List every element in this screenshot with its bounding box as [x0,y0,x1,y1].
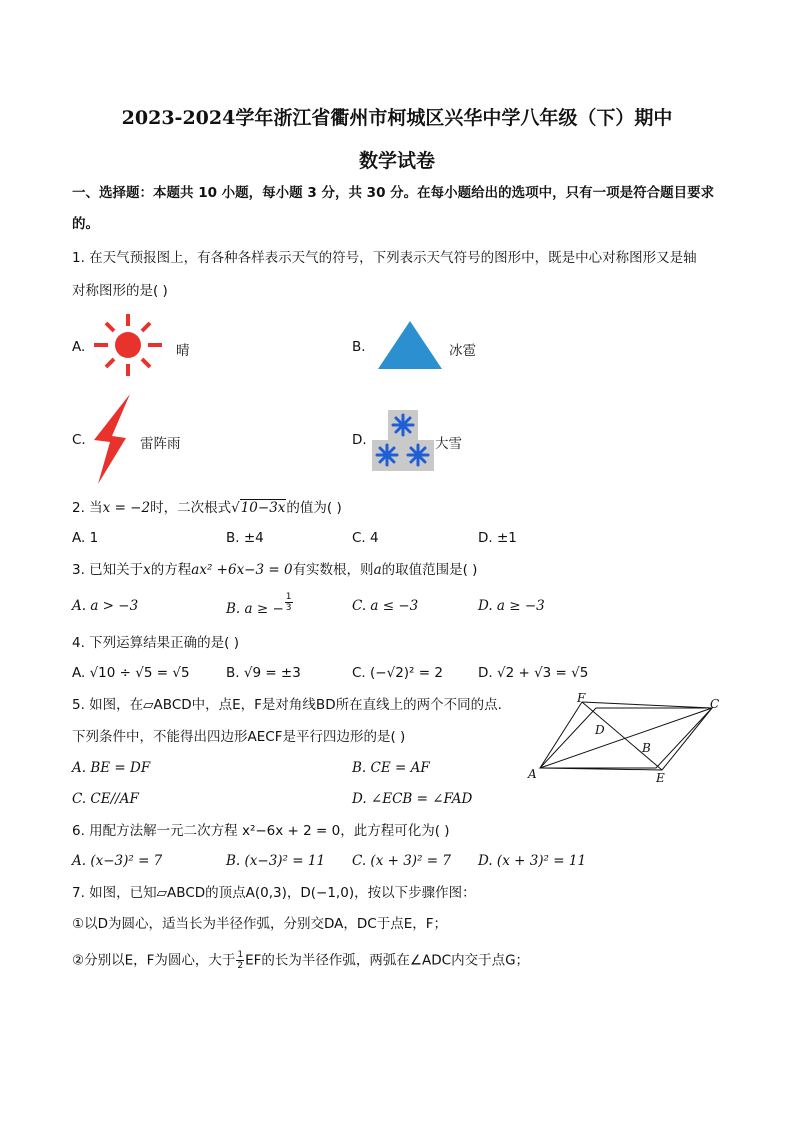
q6-option-a: A. (x−3)² = 7 [72,853,163,869]
q3-stem: 3. 已知关于x的方程ax² +6x−3 = 0有实数根，则a的取值范围是( ) [72,562,478,578]
lightning-icon [90,394,136,484]
q2-stem: 2. 当x = −2时，二次根式√10−3x的值为( ) [72,500,342,516]
q1-option-b-label: 冰雹 [449,343,476,359]
figure-label-c: C [710,697,720,711]
q7-line1: 7. 如图，已知▱ABCD的顶点A(0,3)，D(−1,0)，按以下步骤作图： [72,885,476,901]
q1-option-d-letter: D. [352,432,367,448]
q2-option-a: A. 1 [72,530,99,546]
q6-option-b: B. (x−3)² = 11 [226,853,326,869]
q4-option-c: C. (−√2)² = 2 [352,665,443,681]
q5-option-c: C. CE//AF [72,791,139,807]
figure-label-a: A [528,767,537,781]
q4-stem: 4. 下列运算结果正确的是( ) [72,635,239,651]
section-intro-line2: 的。 [72,216,99,232]
q3-option-d: D. a ≥ −3 [478,598,545,614]
page-subtitle: 数学试卷 [358,150,435,172]
q1-option-c-label: 雷阵雨 [140,436,181,452]
q1-line2: 对称图形的是( ) [72,283,168,299]
q4-option-d: D. √2 + √3 = √5 [478,665,589,681]
q6-option-c: C. (x + 3)² = 7 [352,853,451,869]
figure-label-f: F [577,692,586,705]
figure-label-b: B [642,741,651,755]
q7-step1: ①以D为圆心，适当长为半径作弧，分别交DA，DC于点E，F； [72,916,448,932]
q1-option-b-letter: B. [352,339,366,355]
q2-option-b: B. ±4 [226,530,264,546]
q1-option-c-letter: C. [72,432,86,448]
q3-option-b: B. a ≥ − $\frac{1}{3}$ [226,592,292,617]
page-title: 2023-2024学年浙江省衢州市柯城区兴华中学八年级（下）期中 [121,107,673,129]
figure-label-e: E [656,771,665,784]
q3-option-c: C. a ≤ −3 [352,598,419,614]
sun-icon [92,312,164,378]
snowflake-icon [370,408,436,472]
q1-option-d-label: 大雪 [435,436,462,452]
q5-line1: 5. 如图，在▱ABCD中，点E，F是对角线BD所在直线上的两个不同的点. [72,697,502,713]
q3-option-a: A. a > −3 [72,598,139,614]
q2-option-d: D. ±1 [478,530,517,546]
q5-option-b: B. CE = AF [352,760,430,776]
q5-option-a: A. BE = DF [72,760,151,776]
section-intro-line1: 一、选择题：本题共 10 小题，每小题 3 分，共 30 分。在每小题给出的选项中，只有一项是符合题目要求 [72,185,715,201]
figure-label-d: D [595,723,605,737]
q1-option-a-letter: A. [72,339,86,355]
q4-option-b: B. √9 = ±3 [226,665,301,681]
q6-option-d: D. (x + 3)² = 11 [478,853,587,869]
q1-line1: 1. 在天气预报图上，有各种各样表示天气的符号，下列表示天气符号的图形中，既是中心对称图形又是轴 [72,250,697,266]
q2-option-c: C. 4 [352,530,379,546]
q6-stem: 6. 用配方法解一元二次方程 x²−6x + 2 = 0，此方程可化为( ) [72,823,450,839]
triangle-icon [376,320,444,370]
q5-line2: 下列条件中，不能得出四边形AECF是平行四边形的是( ) [72,729,406,745]
q4-option-a: A. √10 ÷ √5 = √5 [72,665,190,681]
q7-step2: ②分别以E，F为圆心，大于 $\frac{1}{2}$ EF的长为半径作弧，两弧在∠ADC内交于点G； [72,950,530,971]
q1-option-a-label: 晴 [176,343,190,359]
q5-option-d: D. ∠ECB = ∠FAD [352,791,473,807]
parallelogram-figure [522,692,724,784]
